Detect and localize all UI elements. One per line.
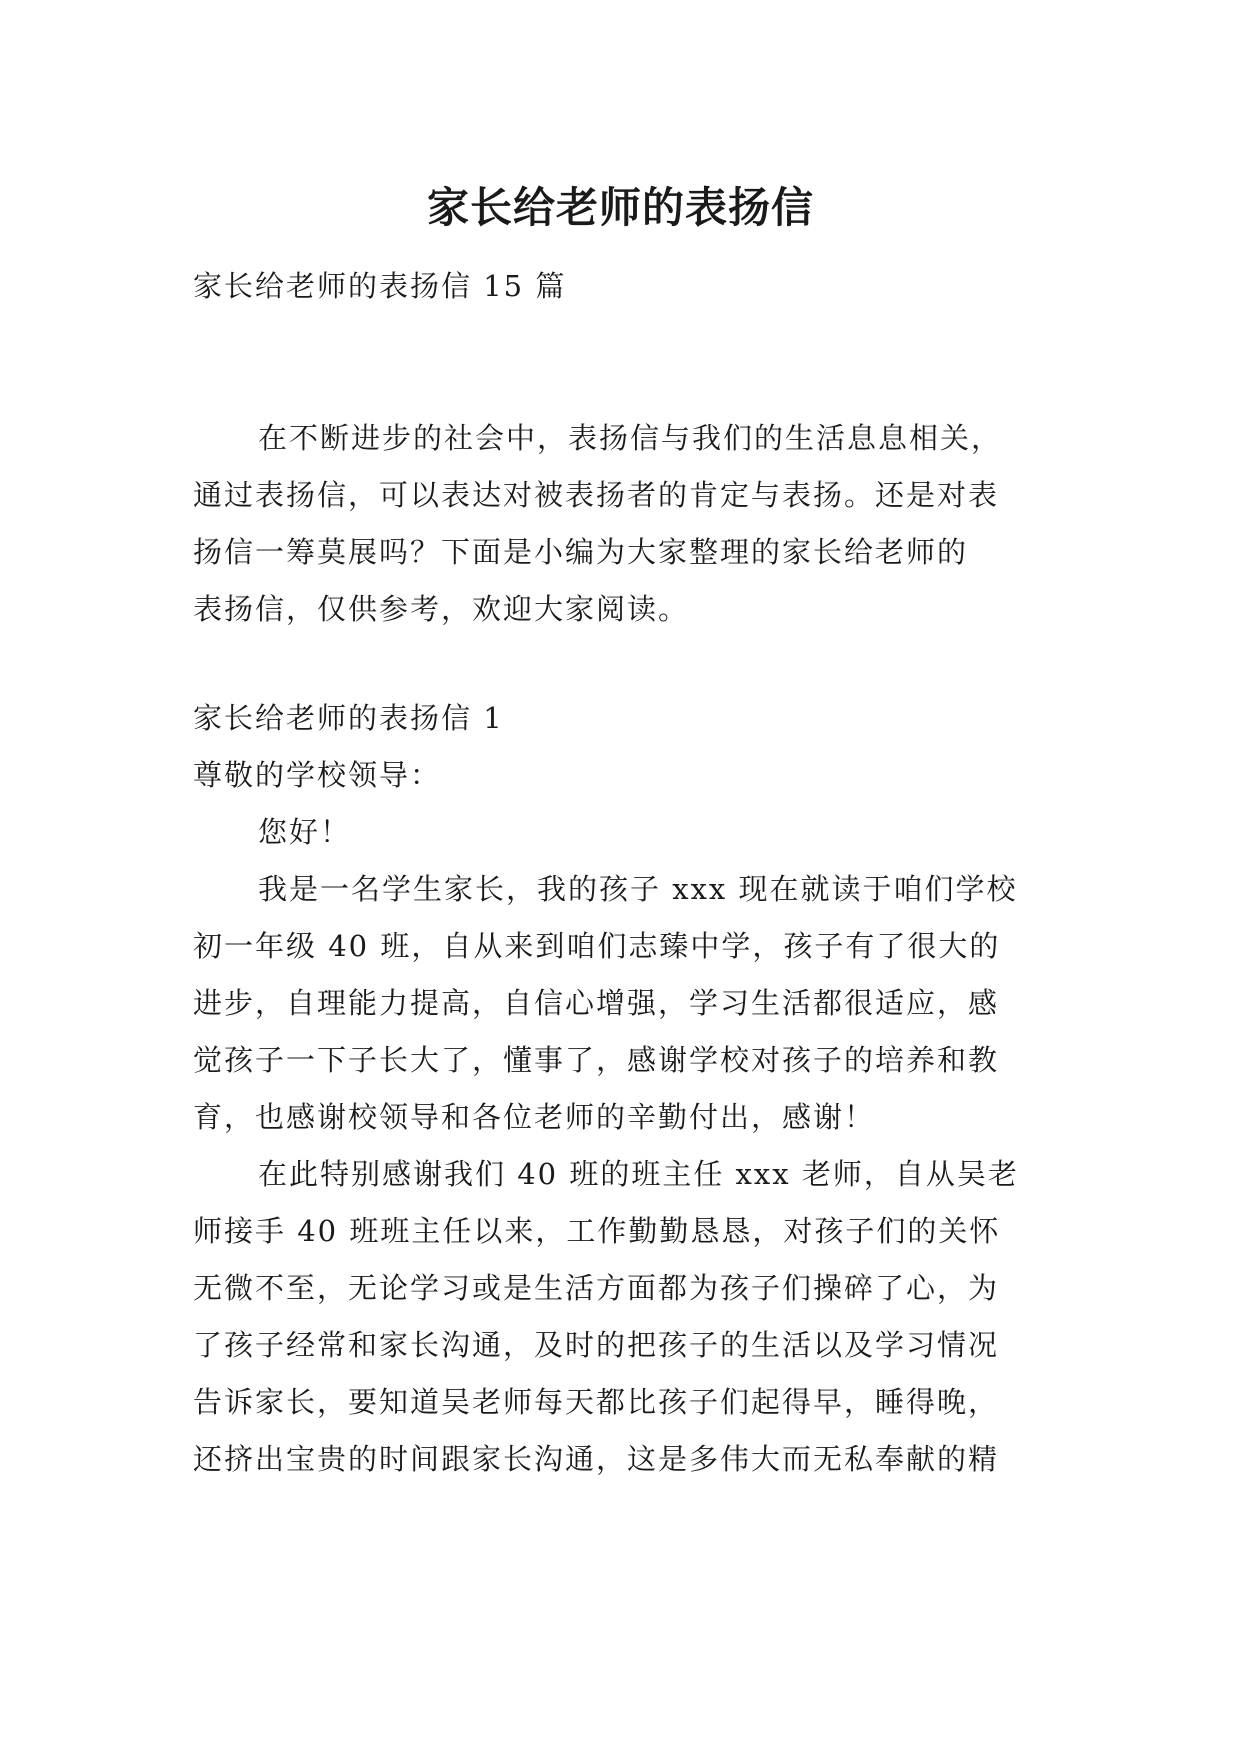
- letter-heading: 家长给老师的表扬信 1: [193, 701, 504, 735]
- salutation: 尊敬的学校领导：: [193, 758, 442, 792]
- paragraph2-line-3: 无微不至，无论学习或是生活方面都为孩子们操碎了心，为: [193, 1271, 1000, 1305]
- paragraph2-line-2: 师接手 40 班班主任以来，工作勤勤恳恳，对孩子们的关怀: [193, 1214, 1001, 1248]
- paragraph1-line-5: 育，也感谢校领导和各位老师的辛勤付出，感谢！: [193, 1100, 876, 1134]
- paragraph2-line-6: 还挤出宝贵的时间跟家长沟通，这是多伟大而无私奉献的精: [193, 1442, 1000, 1476]
- intro-line-2: 通过表扬信，可以表达对被表扬者的肯定与表扬。还是对表: [193, 478, 1000, 512]
- intro-line-3: 扬信一筹莫展吗？下面是小编为大家整理的家长给老师的: [193, 535, 969, 569]
- paragraph1-line-2: 初一年级 40 班，自从来到咱们志臻中学，孩子有了很大的: [193, 929, 1001, 963]
- paragraph2-line-4: 了孩子经常和家长沟通，及时的把孩子的生活以及学习情况: [193, 1328, 1000, 1362]
- document-subtitle: 家长给老师的表扬信 15 篇: [193, 269, 567, 303]
- paragraph1-line-3: 进步，自理能力提高，自信心增强，学习生活都很适应，感: [193, 986, 1000, 1020]
- paragraph2-line-5: 告诉家长，要知道吴老师每天都比孩子们起得早，睡得晚，: [193, 1385, 1000, 1419]
- intro-line-1: 在不断进步的社会中，表扬信与我们的生活息息相关，: [258, 421, 1003, 455]
- document-title: 家长给老师的表扬信: [426, 183, 814, 233]
- intro-line-4: 表扬信，仅供参考，欢迎大家阅读。: [193, 592, 690, 626]
- paragraph2-line-1: 在此特别感谢我们 40 班的班主任 xxx 老师，自从吴老: [258, 1157, 1019, 1191]
- paragraph1-line-1: 我是一名学生家长，我的孩子 xxx 现在就读于咱们学校: [258, 872, 1018, 906]
- greeting: 您好！: [258, 815, 352, 849]
- paragraph1-line-4: 觉孩子一下子长大了，懂事了，感谢学校对孩子的培养和教: [193, 1043, 1000, 1077]
